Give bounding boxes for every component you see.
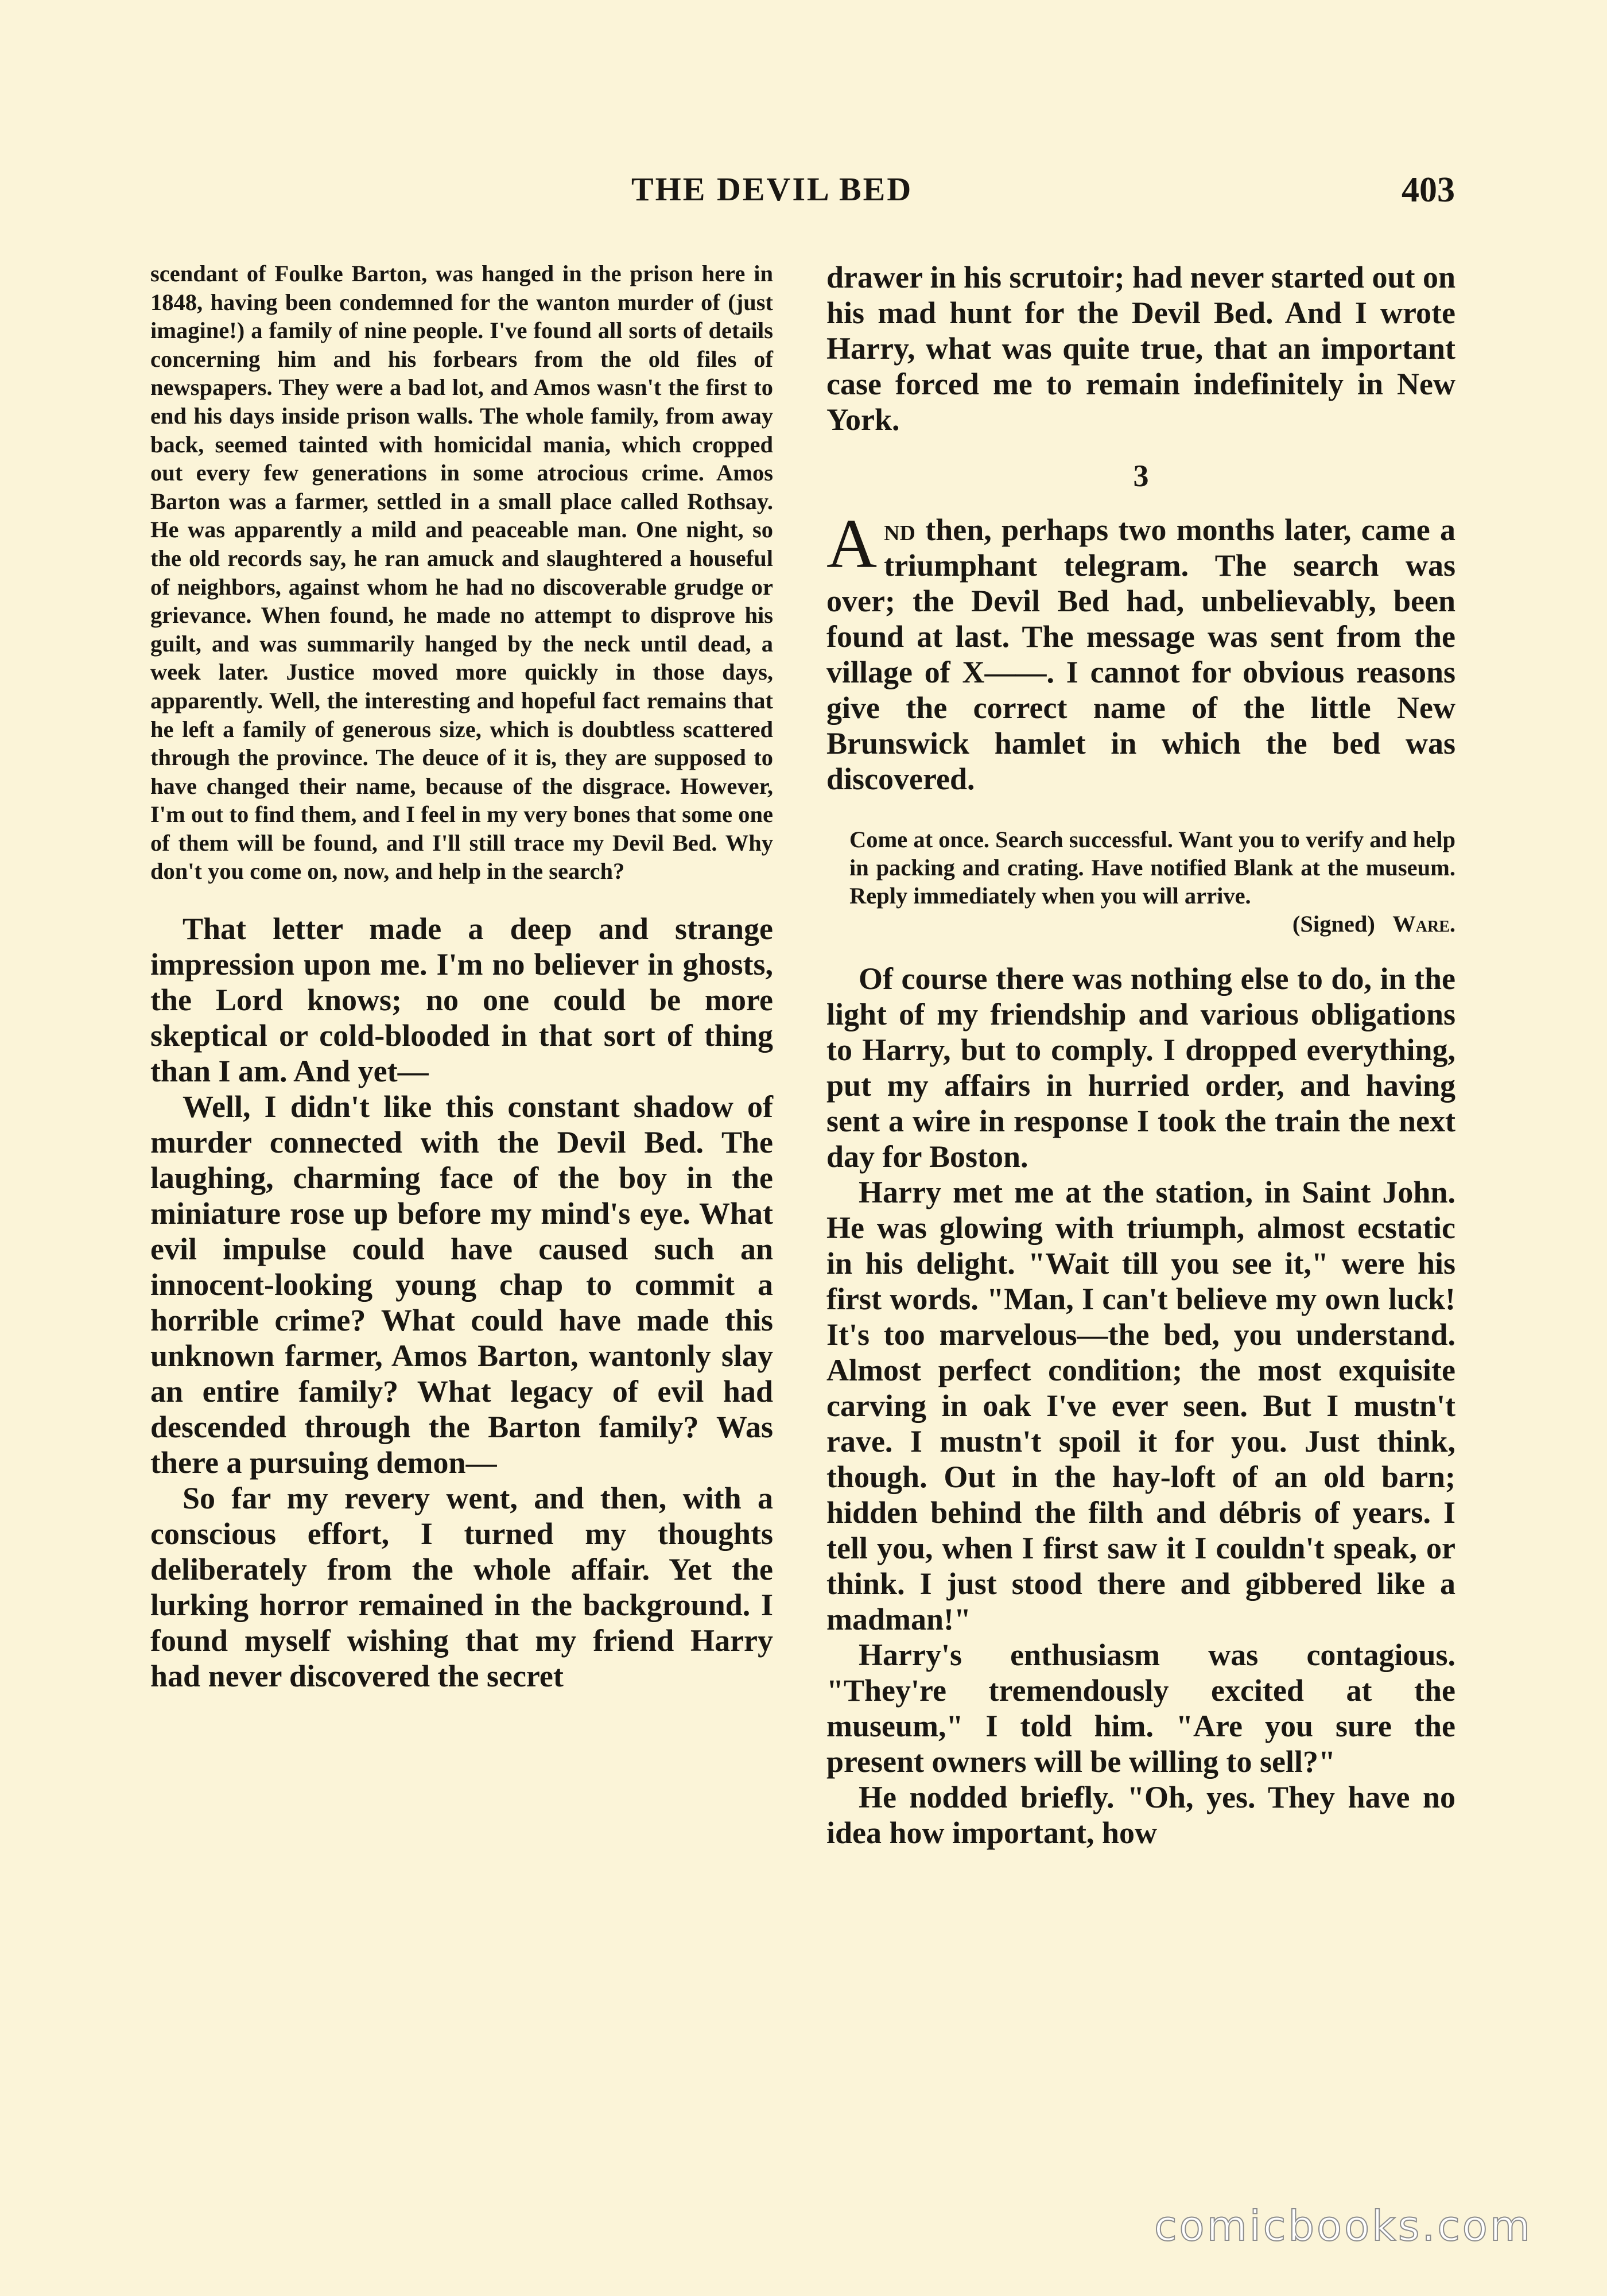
paragraph: He nodded briefly. "Oh, yes. They have no idea how important, how — [826, 1780, 1455, 1850]
left-column — [150, 259, 773, 1694]
drop-cap-rest: nd — [884, 513, 915, 547]
paragraph: Harry met me at the station, in Saint John. He was glowing with triumph, almost ecstatic in his delight. "Wait till you see it," were his first words. "Man, I can't believe my own luck! It's too marvelous—the bed, you understand. Almost perfect condition; the most exquisite carving in oak I've ever seen. But I mustn't rave. I mustn't spoil it for you. Just think, though. Out in the hay-loft of an old barn; hidden behind the filth and débris of years. I tell you, when I first saw it I couldn't speak, or think. I just stood there and gibbered like a madman!" — [826, 1175, 1455, 1636]
running-title: THE DEVIL BED — [631, 170, 913, 208]
paragraph: So far my revery went, and then, with a conscious effort, I turned my thoughts deliberately from the whole affair. Yet the lurking horror remained in the background. I found myself wishing that my friend Harry had never discovered the secret — [150, 1481, 773, 1694]
paragraph: That letter made a deep and strange impression upon me. I'm no believer in ghosts, the Lord knows; no one could be more skeptical or cold-blooded in that sort of thing than I am. And yet— — [150, 912, 773, 1089]
paragraph: Of course there was nothing else to do, in the light of my friendship and various obligations to Harry, but to comply. I dropped everything, put my affairs in hurried order, and having sent a wire in response I took the train the next day for Boston. — [826, 961, 1455, 1174]
paragraph-continuation: drawer in his scrutoir; had never started out on his mad hunt for the Devil Bed. And I wrote Harry, what was quite true, that an important case forced me to remain indefinitely in New York. — [826, 260, 1455, 437]
section-opening — [826, 505, 1455, 797]
right-column — [826, 259, 1455, 1851]
paragraph: Harry's enthusiasm was contagious. "They're tremendously excited at the museum," I told him. "Are you sure the present owners will be willing to sell?" — [826, 1638, 1455, 1779]
telegram-signature: Ware. — [1392, 911, 1455, 937]
telegram-signature-line — [849, 910, 1455, 938]
telegram-quote — [849, 825, 1455, 938]
drop-cap: A — [826, 505, 878, 583]
section-number: 3 — [1133, 459, 1149, 493]
letter-excerpt: scendant of Foulke Barton, was hanged in the prison here in 1848, having been condemned for the wanton murder of (just imagine!) a family of nine people. I've found all sorts of details concerning him and his forbears from the old files of newspapers. They were a bad lot, and Amos wasn't the first to end his days inside prison walls. The whole family, from away back, seemed tainted with homicidal mania, which cropped out every few generations in some atrocious crime. Amos Barton was a farmer, settled in a small place called Rothsay. He was apparently a mild and peaceable man. One night, so the old records say, he ran amuck and slaughtered a houseful of neighbors, against whom he had no discoverable grudge or grievance. When found, he made no attempt to disprove his guilt, and was summarily hanged by the neck until dead, a week later. Justice moved more quickly in those days, apparently. Well, the interesting and hopeful fact remains that he left a family of generous size, which is doubtless scattered through the province. The deuce of it is, they are supposed to have changed their name, because of the disgrace. However, I'm out to find them, and I feel in my very bones that some one of them will be found, and I'll still trace my Devil Bed. Why don't you come on, now, and help in the search? — [150, 261, 773, 885]
telegram-text: Come at once. Search successful. Want you to verify and help in packing and crating. Have notified Blank at the museum. Reply immediately when you will arrive. — [849, 827, 1455, 909]
watermark: comicbooks.com — [1154, 2202, 1532, 2250]
section-opening-text: then, perhaps two months later, came a triumphant telegram. The search was over; the Devil Bed had, unbelievably, been found at last. The message was sent from the village of X——. I cannot for obvious reasons give the correct name of the little New Brunswick hamlet in which the bed was discovered. — [826, 513, 1455, 796]
page-number: 403 — [1402, 170, 1455, 210]
running-head — [0, 170, 1607, 216]
paragraph: Well, I didn't like this constant shadow of murder connected with the Devil Bed. The laughing, charming face of the boy in the miniature rose up before my mind's eye. What evil impulse could have caused such an innocent-looking young chap to commit a horrible crime? What could have made this unknown farmer, Amos Barton, wantonly slay an entire family? What legacy of evil had descended through the Barton family? Was there a pursuing demon— — [150, 1089, 773, 1480]
telegram-signed: (Signed) — [1292, 911, 1375, 937]
